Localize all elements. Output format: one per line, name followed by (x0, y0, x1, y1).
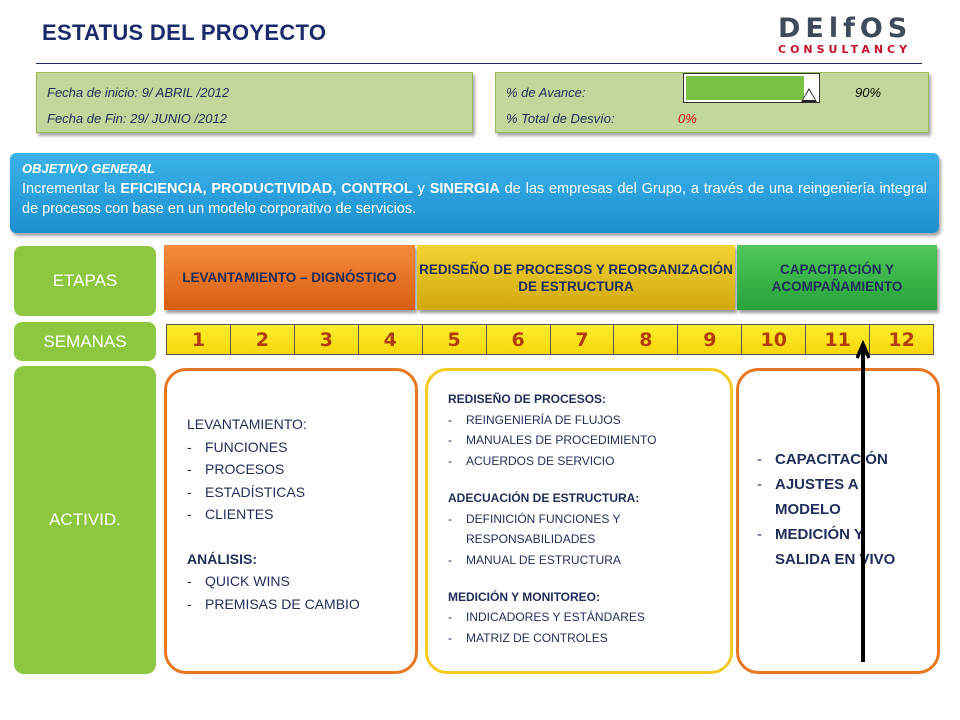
list-item: - FUNCIONES (187, 438, 288, 455)
list-heading: REDISEÑO DE PROCESOS: (448, 392, 607, 406)
week-cell: 2 (231, 325, 295, 354)
company-logo (778, 13, 913, 56)
week-cell: 5 (423, 325, 487, 354)
advance-label: % de Avance: (506, 85, 586, 100)
start-date-row (47, 85, 229, 100)
week-cell: 8 (614, 325, 678, 354)
logo-wordmark: DElfOS (778, 13, 913, 44)
general-objective-panel (10, 153, 939, 233)
activities-box-training (736, 368, 940, 674)
list-item: - INDICADORES Y ESTÁNDARES (448, 610, 645, 625)
redesign-list (448, 389, 718, 649)
stage-survey-diagnosis: LEVANTAMIENTO – DIGNÓSTICO (164, 245, 415, 310)
survey-list (187, 413, 360, 615)
list-item: - PROCESOS (187, 461, 285, 477)
list-heading: LEVANTAMIENTO: (187, 416, 307, 432)
list-item: - CLIENTES (187, 506, 274, 522)
weeks-label: SEMANAS (14, 322, 156, 361)
activities-label: ACTIVID. (14, 366, 156, 674)
stages-label: ETAPAS (14, 246, 156, 316)
objective-text: Incrementar la EFICIENCIA, PRODUCTIVIDAD, CONTROL y SINERGIA de las empresas del Grupo, a través de una reingeniería integral de procesos con base en un modelo corporativo de servicios. (22, 181, 928, 217)
week-cell: 4 (359, 325, 423, 354)
list-item: - MEDICIÓN Y SALIDA EN VIVO (757, 526, 896, 568)
progress-box (495, 72, 929, 133)
title-divider (36, 63, 922, 64)
list-item: - QUICK WINS (187, 573, 290, 589)
week-cell: 7 (551, 325, 615, 354)
page-title: ESTATUS DEL PROYECTO (42, 20, 327, 45)
list-item: - MATRIZ DE CONTROLES (448, 631, 608, 646)
week-cell: 10 (742, 325, 806, 354)
deviation-label: % Total de Desvío: (506, 111, 615, 126)
current-week-arrow-icon (856, 340, 870, 662)
week-cell: 9 (678, 325, 742, 354)
week-cell: 6 (487, 325, 551, 354)
progress-marker-icon (801, 88, 817, 102)
list-item: - PREMISAS DE CAMBIO (187, 595, 360, 612)
advance-value: 90% (855, 85, 882, 100)
end-date-label: Fecha de Fin: (47, 111, 127, 126)
list-item: - DEFINICIÓN FUNCIONES Y RESPONSABILIDADES (448, 511, 621, 547)
progress-bar-fill (686, 76, 804, 100)
deviation-row (506, 111, 615, 126)
logo-tagline: CONSULTANCY (778, 43, 912, 56)
list-heading: MEDICIÓN Y MONITOREO: (448, 589, 601, 604)
start-date-value: 9/ ABRIL /2012 (141, 85, 230, 100)
list-heading: ADECUACIÓN DE ESTRUCTURA: (448, 490, 640, 505)
objective-title: OBJETIVO GENERAL (22, 161, 155, 176)
advance-row (506, 85, 586, 100)
list-item: - MANUALES DE PROCEDIMIENTO (448, 433, 657, 448)
stage-process-redesign: REDISEÑO DE PROCESOS Y REORGANIZACIÓN DE ESTRUCTURA (417, 245, 735, 310)
progress-bar (683, 73, 820, 103)
week-cell: 12 (870, 325, 933, 354)
activities-box-survey (164, 368, 418, 674)
week-cell: 1 (167, 325, 231, 354)
list-item: - ESTADÍSTICAS (187, 483, 306, 500)
list-item: - CAPACITACIÓN (757, 451, 888, 468)
training-list (757, 447, 917, 572)
deviation-value: 0% (678, 111, 697, 126)
list-item: - MANUAL DE ESTRUCTURA (448, 552, 621, 567)
list-item: - REINGENIERÍA DE FLUJOS (448, 412, 621, 427)
week-cell: 11 (806, 325, 870, 354)
dates-box (36, 72, 473, 133)
end-date-value: 29/ JUNIO /2012 (130, 111, 227, 126)
list-heading: ANÁLISIS: (187, 550, 257, 567)
start-date-label: Fecha de inicio: (47, 85, 139, 100)
weeks-timeline (166, 324, 934, 355)
activities-box-redesign (425, 368, 733, 674)
week-cell: 3 (295, 325, 359, 354)
list-item: - ACUERDOS DE SERVICIO (448, 454, 615, 469)
stage-training-support: CAPACITACIÓN Y ACOMPAÑAMIENTO (737, 245, 937, 310)
end-date-row (47, 111, 227, 126)
list-item: - AJUSTES A MODELO (757, 476, 859, 518)
